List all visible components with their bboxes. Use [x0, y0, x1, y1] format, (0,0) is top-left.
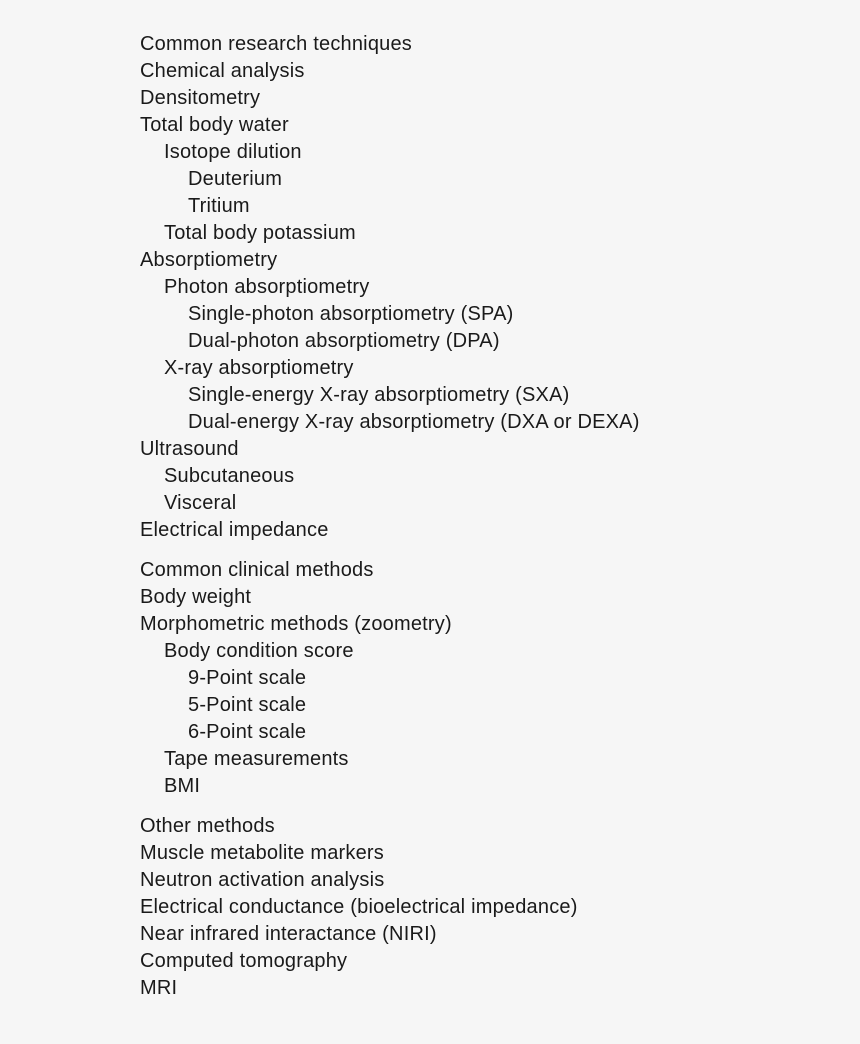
outline-entry: Neutron activation analysis	[140, 869, 385, 891]
outline-entry: 5-Point scale	[188, 694, 307, 716]
outline-entry: Single-energy X-ray absorptiometry (SXA)	[188, 384, 570, 406]
outline-section-other-methods	[0, 813, 860, 1002]
outline-entry: Ultrasound	[140, 438, 239, 460]
outline-entry: Chemical analysis	[140, 60, 305, 82]
outline-entry: Tape measurements	[164, 748, 349, 770]
outline-entry: Computed tomography	[140, 950, 348, 972]
outline-entry: Densitometry	[140, 87, 261, 109]
outline-entry: Photon absorptiometry	[164, 276, 370, 298]
outline-entry: 6-Point scale	[188, 721, 307, 743]
outline-entry: Common research techniques	[140, 33, 412, 55]
outline-entry: Muscle metabolite markers	[140, 842, 384, 864]
outline-entry: Tritium	[188, 195, 250, 217]
outline-entry: BMI	[164, 775, 201, 797]
outline-entry: Deuterium	[188, 168, 283, 190]
outline-section-common-research-techniques	[0, 31, 860, 544]
outline-entry: Total body water	[140, 114, 289, 136]
outline-entry: Body condition score	[164, 640, 354, 662]
outline-entry: Morphometric methods (zoometry)	[140, 613, 452, 635]
outline-entry: Subcutaneous	[164, 465, 295, 487]
outline-entry: Electrical impedance	[140, 519, 329, 541]
outline-entry: Body weight	[140, 586, 252, 608]
outline-entry: Absorptiometry	[140, 249, 278, 271]
outline-entry: Single-photon absorptiometry (SPA)	[188, 303, 514, 325]
outline-entry: Common clinical methods	[140, 559, 374, 581]
outline-entry: 9-Point scale	[188, 667, 307, 689]
outline-entry: Near infrared interactance (NIRI)	[140, 923, 437, 945]
outline-entry: X-ray absorptiometry	[164, 357, 354, 379]
outline-section-common-clinical-methods	[0, 557, 860, 800]
outline-entry: Visceral	[164, 492, 237, 514]
outline-entry: Dual-photon absorptiometry (DPA)	[188, 330, 500, 352]
outline-entry: Total body potassium	[164, 222, 356, 244]
outline-entry: Isotope dilution	[164, 141, 302, 163]
outline-entry: Electrical conductance (bioelectrical impedance)	[140, 896, 578, 918]
outline-entry: Dual-energy X-ray absorptiometry (DXA or DEXA)	[188, 411, 640, 433]
outline-entry: MRI	[140, 977, 178, 999]
outline-entry: Other methods	[140, 815, 275, 837]
